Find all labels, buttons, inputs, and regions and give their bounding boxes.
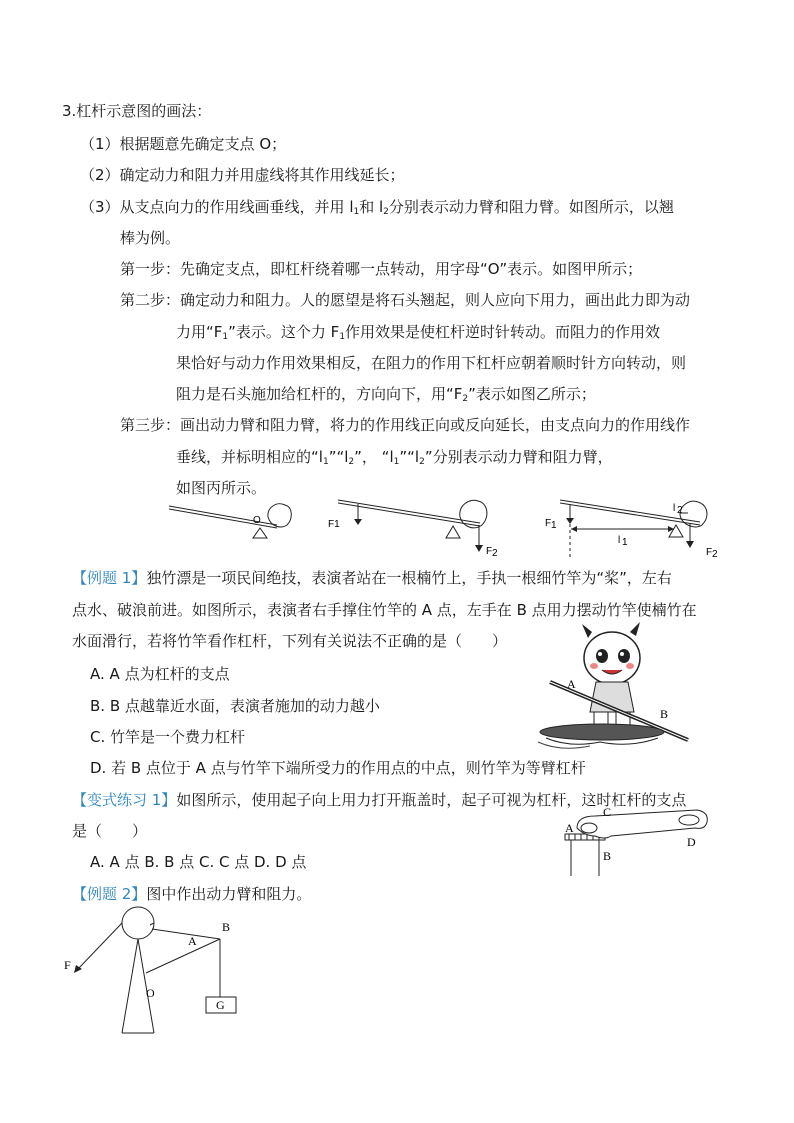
first-step: 第一步：先确定支点，即杠杆绕着哪一点转动，用字母“O”表示。如图甲所示； <box>120 260 643 278</box>
svg-text:2: 2 <box>492 548 498 559</box>
second-step-cont-1: 力用“$F_1$”表示。这个力 $F_1$作用效果是使杠杆逆时针转动。而阻力的作用效 <box>176 323 661 342</box>
second-step-cont-2: 果恰好与动力作用效果相反，在阻力的作用下杠杆应朝着顺时针方向转动，则 <box>176 354 687 372</box>
lever-figure-c <box>540 495 730 563</box>
variant-1-tag: 【变式练习 1】 <box>72 791 177 809</box>
example-1-stem-3: 水面滑行，若将竹竿看作杠杆，下列有关说法不正确的是（ ） <box>72 632 508 650</box>
svg-text:F: F <box>545 518 552 529</box>
example-2-stem: 【例题 2】图中作出动力臂和阻力。 <box>72 885 312 903</box>
option-c: C. 竹竿是一个费力杠杆 <box>90 728 246 746</box>
step-3: （3）从支点向力的作用线画垂线，并用 $l_1$和 $l_2$分别表示动力臂和阻力臂。如图所示，以翘 <box>80 198 674 217</box>
svg-text:G: G <box>216 998 225 1012</box>
svg-text:F: F <box>486 546 493 557</box>
svg-text:O: O <box>253 515 261 526</box>
example-1-stem-2: 点水、破浪前进。如图所示，表演者右手撑住竹竿的 A 点，左手在 B 点用力摆动竹竿使楠竹在 <box>72 601 697 619</box>
svg-text:B: B <box>222 920 231 934</box>
section-heading: 3.杠杆示意图的画法： <box>62 102 212 120</box>
second-step-cont-3: 阻力是石头施加给杠杆的，方向向下，用“$F_2$”表示如图乙所示； <box>176 385 596 404</box>
option-d: D. 若 B 点位于 A 点与竹竿下端所受力的作用点的中点，则竹竿为等臂杠杆 <box>90 759 586 777</box>
variant-1-stem-2: 是（ ） <box>72 822 148 840</box>
step-3-cont: 棒为例。 <box>120 229 181 247</box>
variant-1-options: A. A 点 B. B 点 C. C 点 D. D 点 <box>90 853 307 871</box>
lever-figure-b <box>320 495 505 560</box>
example-2-tag: 【例题 2】 <box>72 885 147 903</box>
svg-text:A: A <box>567 677 576 691</box>
bottle-opener-illustration <box>555 800 715 880</box>
svg-text:l: l <box>673 503 676 514</box>
svg-text:C: C <box>603 805 612 819</box>
svg-text:B: B <box>660 707 669 721</box>
svg-text:A: A <box>188 934 197 948</box>
option-b: B. B 点越靠近水面，表演者施加的动力越小 <box>90 697 380 715</box>
example-1-stem-1: 【例题 1】独竹漂是一项民间绝技，表演者站在一根楠竹上，手执一根细竹竿为“桨”，左右 <box>72 569 672 587</box>
third-step: 第三步：画出动力臂和阻力臂，将力的作用线正向或反向延长，由支点向力的作用线作 <box>120 416 691 434</box>
svg-text:1: 1 <box>622 537 628 548</box>
step-2: （2）确定动力和阻力并用虚线将其作用线延长； <box>80 166 405 184</box>
svg-text:F: F <box>706 547 713 558</box>
svg-text:2: 2 <box>712 549 718 560</box>
third-step-cont-2: 如图丙所示。 <box>176 479 267 497</box>
svg-text:A: A <box>565 821 574 835</box>
crane-diagram <box>60 905 260 1040</box>
svg-text:2: 2 <box>677 505 683 516</box>
step-1: （1）根据题意先确定支点 O； <box>80 135 287 153</box>
svg-text:B: B <box>603 849 612 863</box>
second-step: 第二步：确定动力和阻力。人的愿望是将石头翘起，则人应向下用力，画出此力即为动 <box>120 291 691 309</box>
option-a: A. A 点为杠杆的支点 <box>90 665 230 683</box>
svg-text:O: O <box>146 986 155 1000</box>
svg-text:1: 1 <box>551 520 557 531</box>
variant-1-stem-1: 【变式练习 1】如图所示，使用起子向上用力打开瓶盖时，起子可视为杠杆，这时杠杆的支点 <box>72 791 687 809</box>
svg-text:F1: F1 <box>328 519 340 530</box>
bamboo-rafting-illustration <box>530 620 700 755</box>
svg-text:l: l <box>618 535 621 546</box>
svg-text:F: F <box>64 958 71 972</box>
third-step-cont-1: 垂线，并标明相应的“$l_1”“l_2$”， “$l_1”“l_2$”分别表示动力臂和阻力臂， <box>176 448 613 467</box>
lever-figure-a <box>165 495 300 545</box>
svg-text:D: D <box>687 835 696 849</box>
example-1-tag: 【例题 1】 <box>72 569 147 587</box>
